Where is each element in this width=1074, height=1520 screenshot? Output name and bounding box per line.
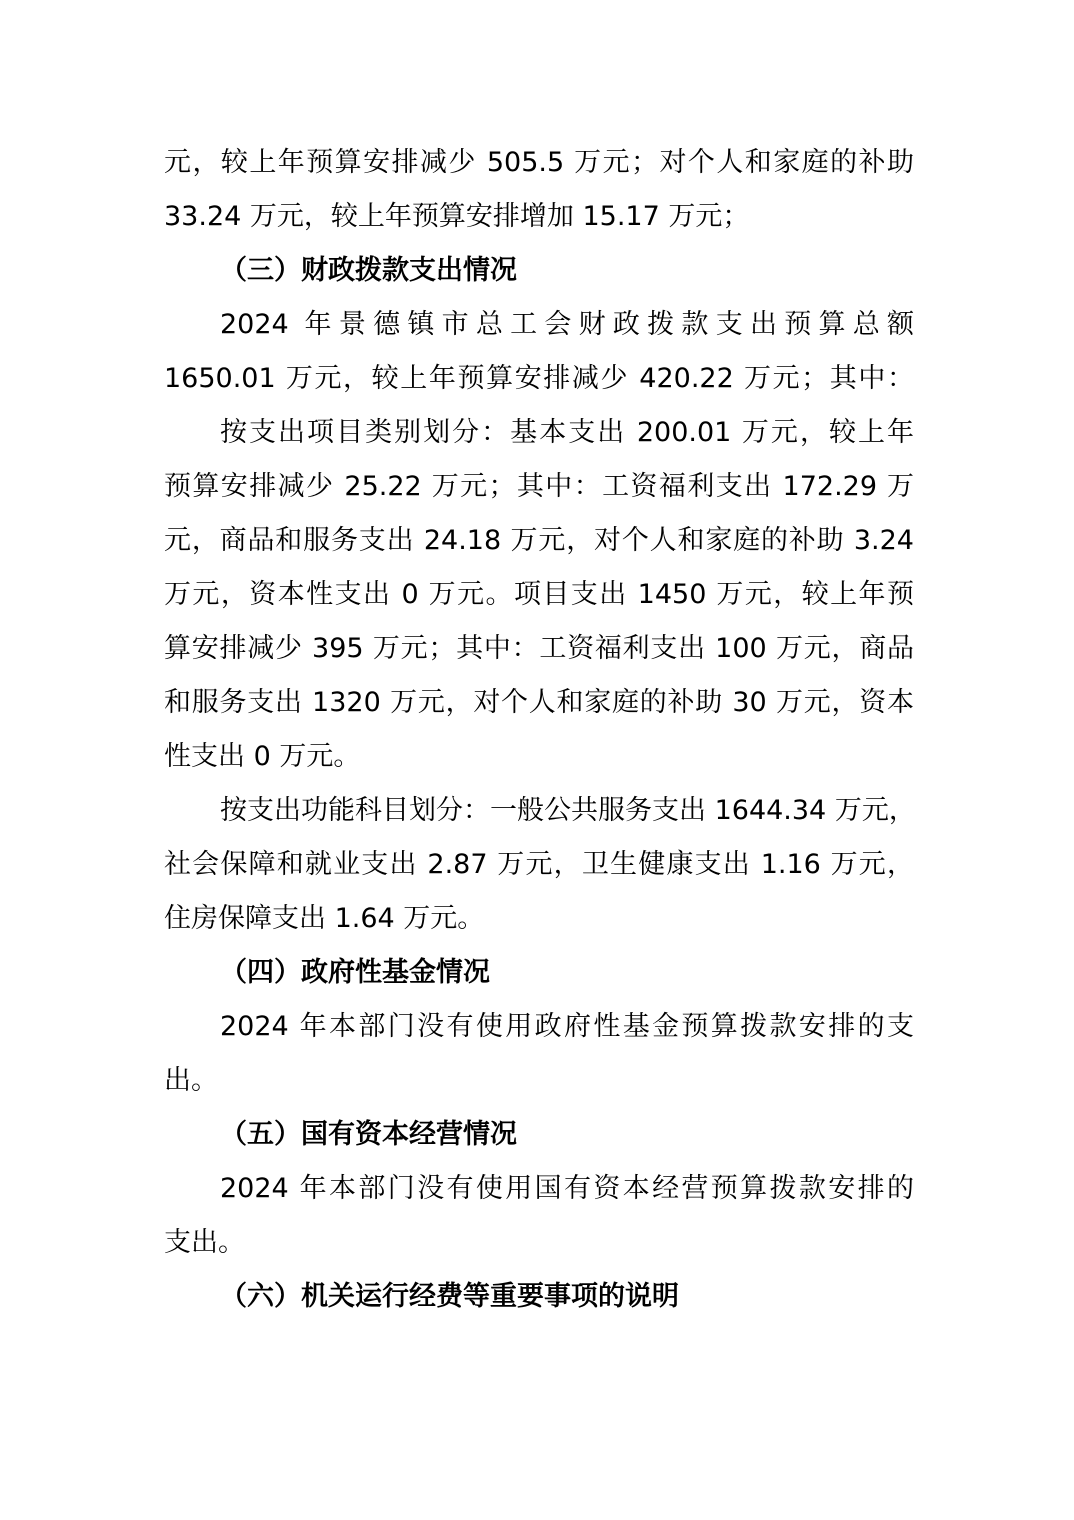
section-heading-3: （三）财政拨款支出情况 [220,255,517,286]
text-line: 元，较上年预算安排减少 505.5 万元；对个人和家庭的补助 [164,147,914,178]
section-heading-6: （六）机关运行经费等重要事项的说明 [220,1281,679,1312]
text-line: 支出。 [164,1227,245,1258]
section-heading-5: （五）国有资本经营情况 [220,1119,517,1150]
text-line: 社会保障和就业支出 2.87 万元，卫生健康支出 1.16 万元， [164,849,914,880]
text-line: 住房保障支出 1.64 万元。 [164,903,485,934]
text-line: 元，商品和服务支出 24.18 万元，对个人和家庭的补助 3.24 [164,525,914,556]
paragraph-first-line: 2024 年本部门没有使用政府性基金预算拨款安排的支 [220,1011,914,1042]
text-line: 1650.01 万元，较上年预算安排减少 420.22 万元；其中： [164,363,914,394]
section-heading-4: （四）政府性基金情况 [220,957,490,988]
paragraph-first-line: 按支出功能科目划分：一般公共服务支出 1644.34 万元， [220,795,916,826]
paragraph-first-line: 2024 年景德镇市总工会财政拨款支出预算总额 [220,309,914,340]
text-line: 和服务支出 1320 万元，对个人和家庭的补助 30 万元，资本 [164,687,914,718]
text-line: 算安排减少 395 万元；其中：工资福利支出 100 万元，商品 [164,633,914,664]
text-line: 33.24 万元，较上年预算安排增加 15.17 万元； [164,201,750,232]
text-line: 性支出 0 万元。 [164,741,361,772]
paragraph-first-line: 2024 年本部门没有使用国有资本经营预算拨款安排的 [220,1173,914,1204]
paragraph-first-line: 按支出项目类别划分：基本支出 200.01 万元，较上年 [220,417,914,448]
text-line: 出。 [164,1065,218,1096]
text-line: 预算安排减少 25.22 万元；其中：工资福利支出 172.29 万 [164,471,914,502]
text-line: 万元，资本性支出 0 万元。项目支出 1450 万元，较上年预 [164,579,914,610]
